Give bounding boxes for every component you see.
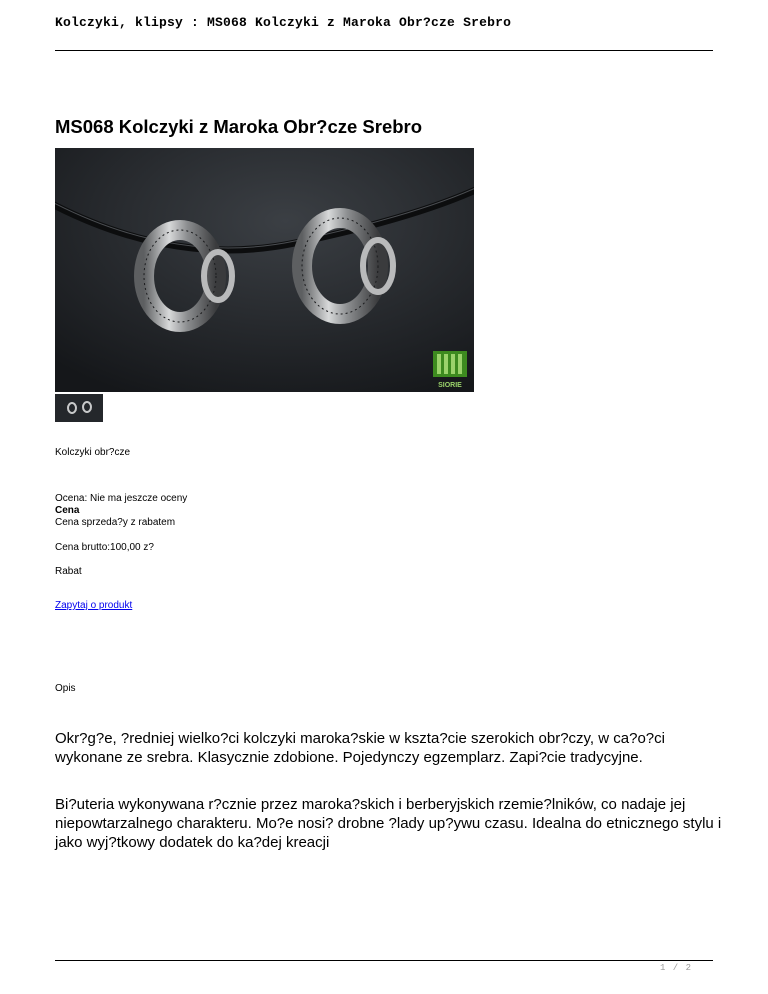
gross-price: Cena brutto:100,00 z?: [55, 542, 154, 553]
short-description: Kolczyki obr?cze: [55, 447, 131, 458]
running-header: Kolczyki, klipsy : MS068 Kolczyki z Maroka Obr?cze Srebro: [55, 15, 512, 30]
product-title: MS068 Kolczyki z Maroka Obr?cze Srebro: [55, 116, 423, 137]
ask-about-product-link[interactable]: Zapytaj o produkt: [55, 600, 133, 611]
description-paragraph: Bi?uteria wykonywana r?cznie przez maroka?skich i berberyjskich rzemie?lników, co nadaje jej niepowtarzalnego charakteru. Mo?e nosi? drobne ?lady up?ywu czasu. Idealna do etnicznego stylu i jako wyj?tkowy dodatek do ka?dej kreacji: [55, 796, 722, 851]
product-thumbnail[interactable]: [55, 394, 103, 422]
header-rule: [55, 50, 713, 51]
shop-logo-text: SIORIE: [438, 382, 462, 389]
rating-line: Ocena: Nie ma jeszcze oceny: [55, 493, 188, 504]
price-heading: Cena: [55, 505, 80, 516]
page-number: 1 / 2: [660, 963, 693, 973]
footer-rule: [55, 960, 713, 961]
discount-label: Rabat: [55, 566, 82, 577]
description-heading: Opis: [55, 683, 76, 694]
price-note: Cena sprzeda?y z rabatem: [55, 517, 176, 528]
description-paragraph: Okr?g?e, ?redniej wielko?ci kolczyki maroka?skie w kszta?cie szerokich obr?czy, w ca?o?ci wykonane ze srebra. Klasycznie zdobione. Pojedynczy egzemplarz. Zapi?cie tradycyjne.: [55, 730, 665, 766]
product-photo[interactable]: [55, 148, 474, 392]
